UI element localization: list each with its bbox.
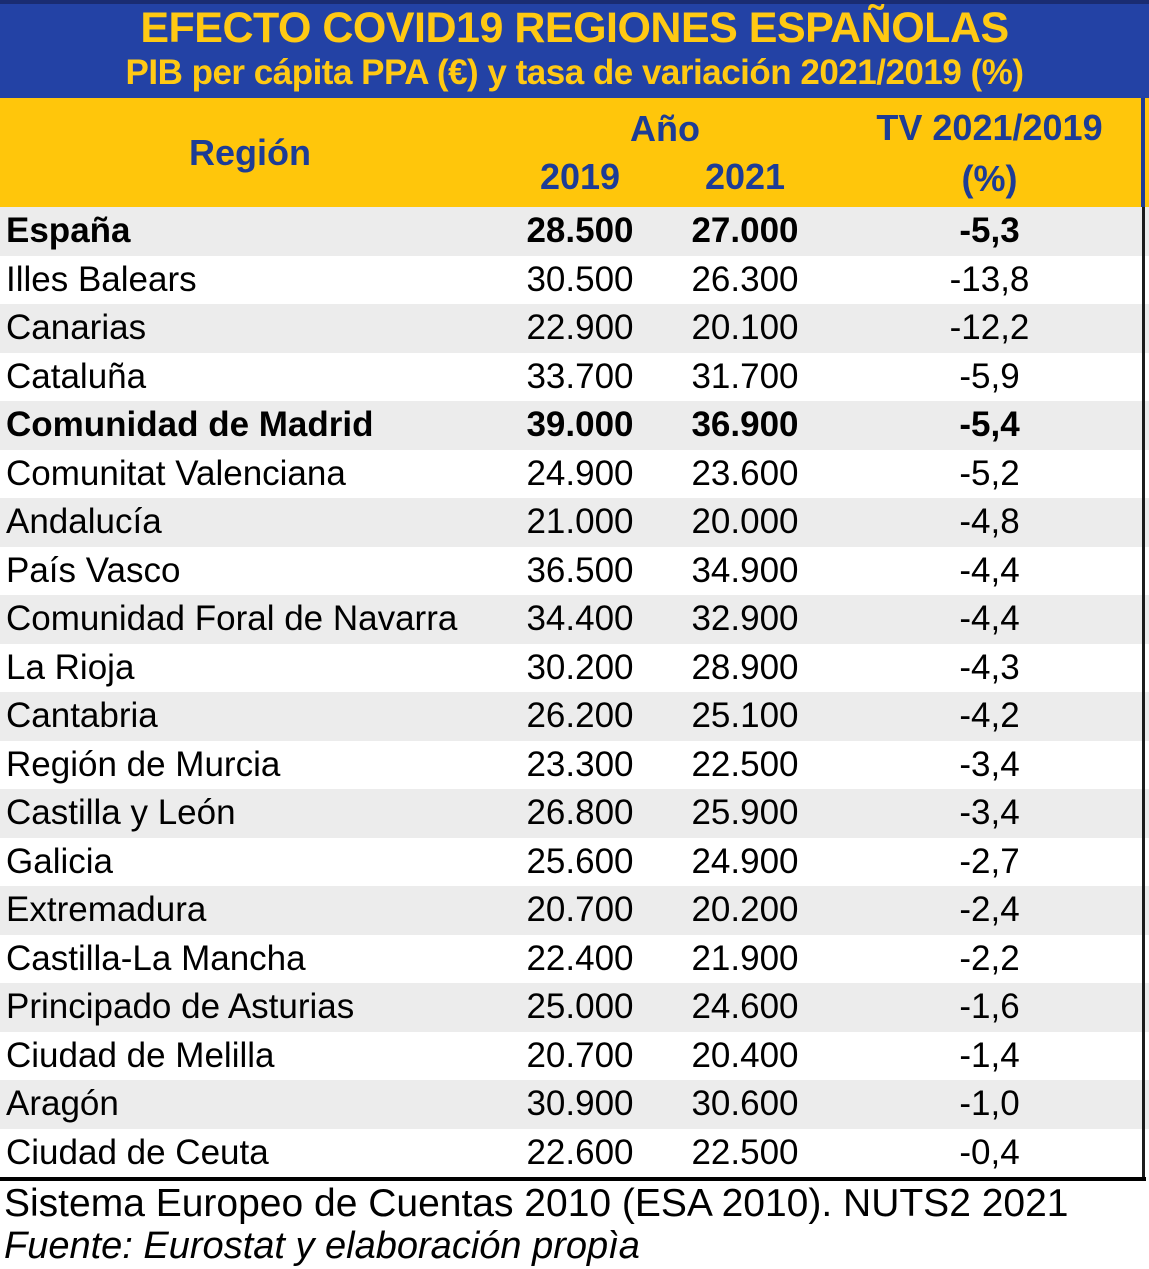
region-cell: Cataluña bbox=[6, 356, 147, 396]
region-cell: Aragón bbox=[6, 1084, 119, 1124]
tv-cell: -1,6 bbox=[959, 987, 1020, 1027]
region-cell: Comunidad Foral de Navarra bbox=[6, 599, 458, 639]
tv-cell: -4,4 bbox=[959, 599, 1020, 639]
tv-cell: -3,4 bbox=[959, 744, 1020, 784]
table-row bbox=[0, 838, 1149, 887]
region-cell: España bbox=[6, 211, 131, 251]
tv-cell: -3,4 bbox=[959, 793, 1020, 833]
header-region: Región bbox=[189, 131, 311, 173]
tv-cell: -4,8 bbox=[959, 502, 1020, 542]
tv-cell: -2,4 bbox=[959, 890, 1020, 930]
table-row bbox=[0, 1129, 1149, 1178]
tv-cell: -2,7 bbox=[959, 841, 1020, 881]
table-row bbox=[0, 304, 1149, 353]
region-cell: Ciudad de Melilla bbox=[6, 1035, 275, 1075]
value-2021-cell: 24.600 bbox=[691, 987, 799, 1027]
tv-cell: -12,2 bbox=[949, 308, 1030, 348]
table-row bbox=[0, 1080, 1149, 1129]
region-cell: Canarias bbox=[6, 308, 147, 348]
tv-cell: -1,4 bbox=[959, 1035, 1020, 1075]
tv-cell: -0,4 bbox=[959, 1132, 1020, 1172]
value-2019-cell: 22.400 bbox=[526, 938, 634, 978]
value-2021-cell: 20.200 bbox=[691, 890, 799, 930]
tv-cell: -4,4 bbox=[959, 550, 1020, 590]
table-row bbox=[0, 741, 1149, 790]
table-row bbox=[0, 353, 1149, 402]
table-row bbox=[0, 207, 1149, 256]
value-2021-cell: 34.900 bbox=[691, 550, 799, 590]
value-2021-cell: 21.900 bbox=[691, 938, 799, 978]
value-2019-cell: 23.300 bbox=[526, 744, 634, 784]
value-2019-cell: 22.900 bbox=[526, 308, 634, 348]
footer-source: Fuente: Eurostat y elaboración propìa bbox=[4, 1225, 640, 1267]
value-2019-cell: 30.200 bbox=[526, 647, 634, 687]
value-2021-cell: 32.900 bbox=[691, 599, 799, 639]
header-tv-line2: (%) bbox=[961, 157, 1018, 199]
table-row bbox=[0, 935, 1149, 984]
value-2021-cell: 23.600 bbox=[691, 453, 799, 493]
value-2019-cell: 25.600 bbox=[526, 841, 634, 881]
tv-cell: -5,2 bbox=[959, 453, 1020, 493]
value-2021-cell: 25.100 bbox=[691, 696, 799, 736]
table-right-border-body bbox=[1142, 207, 1145, 1177]
value-2021-cell: 36.900 bbox=[691, 405, 799, 445]
value-2021-cell: 20.000 bbox=[691, 502, 799, 542]
value-2019-cell: 30.500 bbox=[526, 259, 634, 299]
value-2019-cell: 30.900 bbox=[526, 1084, 634, 1124]
value-2019-cell: 20.700 bbox=[526, 890, 634, 930]
tv-cell: -5,3 bbox=[959, 211, 1020, 251]
header-tv-line1: TV 2021/2019 bbox=[876, 106, 1103, 148]
value-2019-cell: 36.500 bbox=[526, 550, 634, 590]
table-row bbox=[0, 595, 1149, 644]
table-row bbox=[0, 692, 1149, 741]
region-cell: Andalucía bbox=[6, 502, 162, 542]
page-subtitle: PIB per cápita PPA (€) y tasa de variación 2021/2019 (%) bbox=[125, 53, 1024, 92]
table-row bbox=[0, 1032, 1149, 1081]
value-2019-cell: 28.500 bbox=[526, 211, 634, 251]
table-row bbox=[0, 983, 1149, 1032]
table-row bbox=[0, 498, 1149, 547]
tv-cell: -5,4 bbox=[959, 405, 1020, 445]
table-header bbox=[0, 98, 1149, 207]
tv-cell: -1,0 bbox=[959, 1084, 1020, 1124]
value-2019-cell: 34.400 bbox=[526, 599, 634, 639]
value-2021-cell: 26.300 bbox=[691, 259, 799, 299]
value-2021-cell: 20.400 bbox=[691, 1035, 799, 1075]
region-cell: La Rioja bbox=[6, 647, 135, 687]
header-tv bbox=[830, 98, 1149, 207]
value-2019-cell: 24.900 bbox=[526, 453, 634, 493]
table-row bbox=[0, 644, 1149, 693]
value-2019-cell: 33.700 bbox=[526, 356, 634, 396]
table-row bbox=[0, 789, 1149, 838]
region-cell: Principado de Asturias bbox=[6, 987, 355, 1027]
header-year-group: Año bbox=[630, 108, 700, 149]
tv-cell: -4,3 bbox=[959, 647, 1020, 687]
table-row bbox=[0, 450, 1149, 499]
region-cell: País Vasco bbox=[6, 550, 181, 590]
table-row bbox=[0, 886, 1149, 935]
value-2021-cell: 25.900 bbox=[691, 793, 799, 833]
region-cell: Illes Balears bbox=[6, 259, 197, 299]
footer-system-note: Sistema Europeo de Cuentas 2010 (ESA 2010). NUTS2 2021 bbox=[4, 1182, 1069, 1225]
table-row bbox=[0, 256, 1149, 305]
value-2021-cell: 24.900 bbox=[691, 841, 799, 881]
table-body bbox=[0, 207, 1149, 1177]
tv-cell: -13,8 bbox=[949, 259, 1030, 299]
value-2021-cell: 27.000 bbox=[691, 211, 799, 251]
value-2019-cell: 20.700 bbox=[526, 1035, 634, 1075]
value-2021-cell: 30.600 bbox=[691, 1084, 799, 1124]
table-row bbox=[0, 401, 1149, 450]
tv-cell: -4,2 bbox=[959, 696, 1020, 736]
value-2019-cell: 25.000 bbox=[526, 987, 634, 1027]
tv-cell: -5,9 bbox=[959, 356, 1020, 396]
footer bbox=[0, 1181, 1149, 1267]
region-cell: Castilla y León bbox=[6, 793, 236, 833]
header-year-2019: 2019 bbox=[539, 155, 621, 197]
value-2021-cell: 22.500 bbox=[691, 744, 799, 784]
value-2021-cell: 28.900 bbox=[691, 647, 799, 687]
region-cell: Extremadura bbox=[6, 890, 207, 930]
value-2019-cell: 39.000 bbox=[526, 405, 634, 445]
value-2021-cell: 31.700 bbox=[691, 356, 799, 396]
title-band bbox=[0, 0, 1149, 98]
region-cell: Ciudad de Ceuta bbox=[6, 1132, 269, 1172]
value-2021-cell: 20.100 bbox=[691, 308, 799, 348]
region-cell: Comunitat Valenciana bbox=[6, 453, 346, 493]
region-cell: Castilla-La Mancha bbox=[6, 938, 306, 978]
region-cell: Región de Murcia bbox=[6, 744, 281, 784]
table-right-border-header bbox=[1141, 98, 1145, 207]
table-row bbox=[0, 547, 1149, 596]
value-2019-cell: 21.000 bbox=[526, 502, 634, 542]
value-2019-cell: 22.600 bbox=[526, 1132, 634, 1172]
tv-cell: -2,2 bbox=[959, 938, 1020, 978]
value-2019-cell: 26.200 bbox=[526, 696, 634, 736]
page-title: EFECTO COVID19 REGIONES ESPAÑOLAS bbox=[140, 4, 1009, 52]
value-2021-cell: 22.500 bbox=[691, 1132, 799, 1172]
region-cell: Galicia bbox=[6, 841, 113, 881]
region-cell: Cantabria bbox=[6, 696, 158, 736]
header-year-2021: 2021 bbox=[704, 155, 786, 197]
region-cell: Comunidad de Madrid bbox=[6, 405, 374, 445]
value-2019-cell: 26.800 bbox=[526, 793, 634, 833]
